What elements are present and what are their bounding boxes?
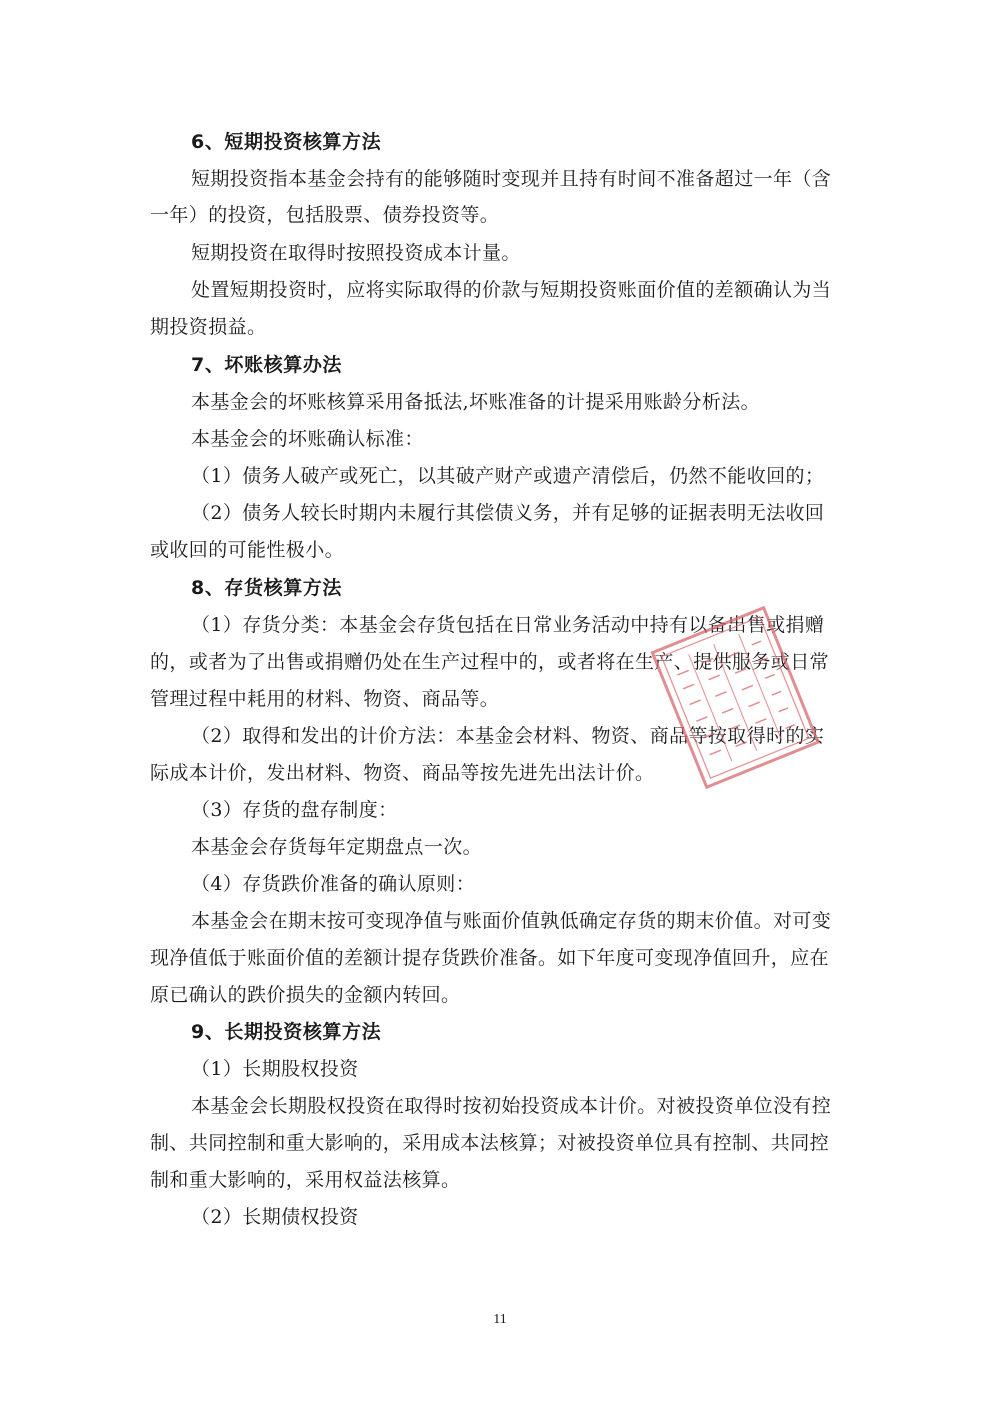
section-heading: 7、坏账核算办法 xyxy=(191,354,343,376)
paragraph-line: 短期投资指本基金会持有的能够随时变现并且持有时间不准备超过一年（含 xyxy=(191,168,832,190)
paragraph-line: 本基金会存货每年定期盘点一次。 xyxy=(191,836,483,858)
paragraph-line: 管理过程中耗用的材料、物资、商品等。 xyxy=(150,688,500,710)
paragraph-line: （3）存货的盘存制度： xyxy=(191,799,398,821)
paragraph-line: （1）债务人破产或死亡，以其破产财产或遗产清偿后，仍然不能收回的； xyxy=(191,465,825,487)
paragraph-line: （1）长期股权投资 xyxy=(191,1058,359,1080)
paragraph-line: 制、共同控制和重大影响的，采用成本法核算；对被投资单位具有控制、共同控 xyxy=(150,1132,830,1154)
paragraph-line: 本基金会在期末按可变现净值与账面价值孰低确定存货的期末价值。对可变 xyxy=(191,910,832,932)
page-number: 11 xyxy=(493,1312,507,1327)
paragraph-line: （2）取得和发出的计价方法：本基金会材料、物资、商品等按取得时的实 xyxy=(191,725,825,747)
paragraph-line: （1）存货分类：本基金会存货包括在日常业务活动中持有以备出售或捐赠 xyxy=(191,614,825,636)
paragraph-line: 期投资损益。 xyxy=(150,316,267,338)
paragraph-line: 本基金会的坏账核算采用备抵法,坏账准备的计提采用账龄分析法。 xyxy=(191,391,761,413)
paragraph-line: 本基金会长期股权投资在取得时按初始投资成本计价。对被投资单位没有控 xyxy=(191,1095,832,1117)
paragraph-line: 一年）的投资，包括股票、债券投资等。 xyxy=(150,204,500,226)
section-heading: 9、长期投资核算方法 xyxy=(191,1021,382,1043)
paragraph-line: 本基金会的坏账确认标准： xyxy=(191,428,424,450)
paragraph-line: 现净值低于账面价值的差额计提存货跌价准备。如下年度可变现净值回升，应在 xyxy=(150,947,830,969)
paragraph-line: 或收回的可能性极小。 xyxy=(150,539,345,561)
paragraph-line: 原已确认的跌价损失的金额内转回。 xyxy=(150,984,461,1006)
paragraph-line: 短期投资在取得时按照投资成本计量。 xyxy=(191,242,521,264)
paragraph-line: （2）债务人较长时期内未履行其偿债义务，并有足够的证据表明无法收回 xyxy=(191,502,825,524)
section-heading: 8、存货核算方法 xyxy=(191,577,343,599)
paragraph-line: 际成本计价，发出材料、物资、商品等按先进先出法计价。 xyxy=(150,762,655,784)
paragraph-line: 的，或者为了出售或捐赠仍处在生产过程中的，或者将在生产、提供服务或日常 xyxy=(150,651,830,673)
paragraph-line: 制和重大影响的，采用权益法核算。 xyxy=(150,1169,461,1191)
section-heading: 6、短期投资核算方法 xyxy=(191,131,382,153)
paragraph-line: （4）存货跌价准备的确认原则： xyxy=(191,873,476,895)
paragraph-line: （2）长期债权投资 xyxy=(191,1206,359,1228)
paragraph-line: 处置短期投资时，应将实际取得的价款与短期投资账面价值的差额确认为当 xyxy=(191,279,832,301)
